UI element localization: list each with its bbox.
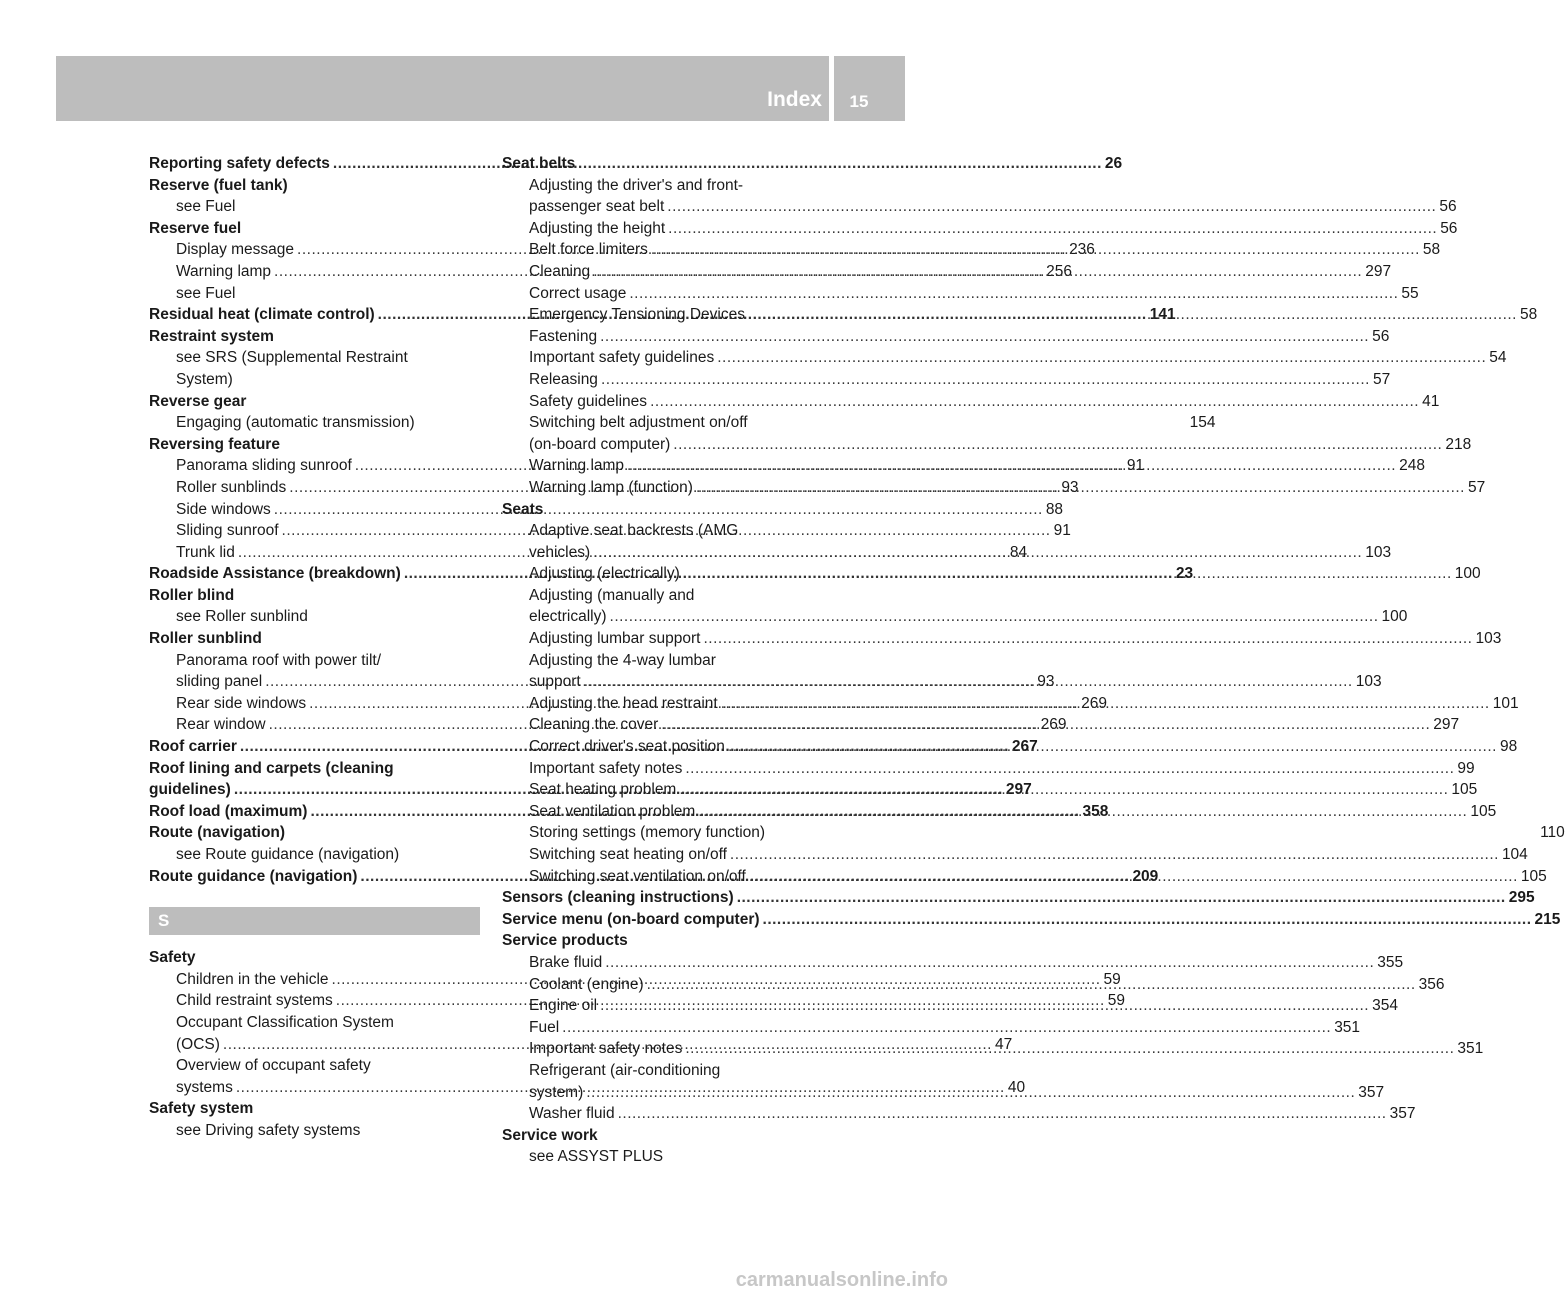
index-subentry [502, 606, 1408, 628]
entry-text: Roadside Assistance (breakdown) [149, 565, 401, 583]
entry-text: Roller sunblinds [176, 478, 287, 496]
index-entry [502, 930, 833, 952]
entry-text: Adjusting the driver's and front- [529, 176, 744, 194]
index-entry [502, 887, 1535, 909]
leader-dots [593, 261, 1362, 283]
entry-text: Restraint system [149, 327, 274, 345]
index-subentry [502, 369, 1391, 391]
index-subentry [149, 650, 480, 672]
index-subentry [149, 283, 480, 305]
index-subentry [502, 585, 833, 607]
page-ref: 355 [1377, 953, 1404, 971]
index-subentry [502, 391, 1440, 413]
leader-dots [647, 974, 1416, 996]
entry-text: passenger seat belt [529, 198, 665, 216]
index-subentry [502, 758, 1475, 780]
entry-text: Correct usage [529, 284, 627, 302]
entry-text: Cleaning [529, 262, 591, 280]
leader-dots [667, 196, 1436, 218]
page-ref: 141 [1149, 306, 1176, 324]
page-ref: 105 [1470, 802, 1497, 820]
index-subentry [149, 606, 480, 628]
entry-text: see SRS (Supplemental Restraint [176, 349, 408, 367]
entry-text: Reporting safety defects [149, 155, 330, 172]
page-ref: 356 [1418, 975, 1445, 993]
entry-text: Safety guidelines [529, 392, 648, 410]
index-subentry [502, 434, 1472, 456]
entry-text: guidelines) [149, 781, 231, 799]
page-ref: 101 [1492, 694, 1519, 712]
entry-text: Panorama sliding sunroof [176, 457, 352, 475]
entry-text: Service products [502, 932, 628, 950]
leader-dots [728, 736, 1497, 758]
page-ref: 297 [1005, 781, 1032, 799]
page-ref: 57 [1372, 370, 1391, 388]
index-entry [502, 499, 833, 521]
entry-text: Roller sunblind [149, 630, 262, 648]
leader-dots [748, 304, 1517, 326]
index-subentry [502, 1060, 833, 1082]
page-ref: 248 [1399, 457, 1425, 475]
index-subentry [502, 412, 833, 434]
page-ref: 354 [1372, 997, 1398, 1015]
leader-dots [721, 693, 1490, 715]
entry-text: Adjusting (electrically) [529, 565, 680, 583]
entry-text: Reserve (fuel tank) [149, 176, 288, 194]
entry-text: Child restraint systems [176, 992, 333, 1010]
entry-text: Trunk lid [176, 543, 235, 561]
entry-text: Engaging (automatic transmission) [176, 414, 415, 432]
index-subentry [149, 1120, 480, 1142]
page-ref: 99 [1457, 759, 1475, 777]
entry-text: Rear side windows [176, 694, 307, 712]
entry-text: vehicles) [529, 543, 591, 561]
leader-dots [584, 671, 1353, 693]
leader-dots [730, 844, 1499, 866]
entry-text: Coolant (engine) [529, 975, 644, 993]
leader-dots [651, 239, 1420, 261]
index-entry [149, 585, 480, 607]
entry-text: Service work [502, 1126, 598, 1144]
page-ref: 236 [1069, 241, 1095, 259]
page-ref: 26 [1104, 155, 1123, 172]
entry-text: Switching belt adjustment on/off [529, 414, 748, 432]
leader-dots [562, 1017, 1331, 1039]
page-ref: 269 [1081, 694, 1107, 712]
index-subentry [149, 196, 480, 218]
page-ref: 100 [1381, 608, 1408, 626]
entry-text: Seat belts [502, 155, 576, 172]
leader-dots [605, 952, 1374, 974]
entry-text: see Route guidance (navigation) [176, 846, 400, 863]
index-subentry [502, 175, 833, 197]
entry-text: Brake fluid [529, 953, 603, 971]
page-ref: 93 [1037, 673, 1055, 691]
index-entry [149, 822, 480, 844]
index-subentry [502, 1103, 1416, 1125]
leader-dots [629, 283, 1398, 305]
entry-text: (OCS) [176, 1035, 220, 1053]
entry-text: Reserve fuel [149, 219, 242, 237]
leader-dots [600, 326, 1369, 348]
entry-text: Engine oil [529, 997, 598, 1015]
entry-text: Cleaning the cover [529, 716, 659, 734]
index-subentry [502, 822, 1565, 844]
page-ref: 295 [1508, 889, 1535, 907]
page-ref: 269 [1040, 716, 1067, 734]
section-letter: S [149, 907, 480, 935]
entry-text: Adjusting the head restraint [529, 694, 718, 712]
entry-text: system) [529, 1083, 584, 1101]
page-ref: 267 [1011, 738, 1038, 756]
index-subentry [502, 844, 1528, 866]
index-subentry [149, 347, 480, 369]
entry-text: Route (navigation) [149, 824, 286, 842]
page-ref: 56 [1439, 198, 1457, 216]
page-ref: 256 [1046, 262, 1072, 280]
leader-dots [763, 909, 1532, 931]
index-entry [149, 326, 480, 348]
entry-text: Display message [176, 241, 295, 259]
entry-text: Emergency Tensioning Devices [529, 306, 745, 324]
leader-dots [650, 391, 1419, 413]
entry-text: see ASSYST PLUS [529, 1148, 664, 1166]
index-subentry [149, 369, 480, 391]
index-subentry [149, 1055, 480, 1077]
index-entry [149, 628, 480, 650]
index-subentry [149, 1012, 480, 1034]
entry-text: Correct driver's seat position [529, 738, 725, 756]
index-entry [149, 218, 480, 240]
entry-text: Adjusting the 4-way lumbar [529, 651, 716, 669]
index-entry [502, 153, 833, 175]
entry-text: Reverse gear [149, 392, 247, 410]
leader-dots [586, 1082, 1355, 1104]
page-ref: 209 [1132, 867, 1159, 885]
entry-text: see Roller sunblind [176, 608, 308, 626]
index-subentry [502, 952, 1404, 974]
index-entry [149, 391, 480, 413]
entry-text: Side windows [176, 500, 271, 518]
entry-text: Important safety guidelines [529, 349, 715, 367]
entry-text: Adjusting the height [529, 219, 666, 237]
index-subentry [502, 628, 1502, 650]
page-ref: 103 [1365, 543, 1392, 561]
page-ref: 91 [1126, 457, 1145, 475]
entry-text: Safety [149, 949, 196, 967]
index-entry [149, 175, 480, 197]
entry-text: Rear window [176, 716, 266, 734]
index-subentry [502, 283, 1419, 305]
index-entry [502, 1125, 833, 1147]
page-ref: 91 [1053, 522, 1071, 540]
entry-text: Route guidance (navigation) [149, 867, 358, 885]
entry-text: Roof carrier [149, 738, 237, 756]
index-entry [149, 1098, 480, 1120]
page-ref: 55 [1401, 284, 1419, 302]
index-subentry [502, 1017, 1361, 1039]
entry-text: Fuel [529, 1018, 560, 1036]
entry-text: support [529, 673, 581, 691]
entry-text: Adjusting (manually and [529, 586, 695, 604]
entry-text: electrically) [529, 608, 607, 626]
leader-dots [683, 563, 1452, 585]
page-ref: 47 [994, 1035, 1013, 1053]
entry-text: Warning lamp [176, 262, 272, 280]
page-ref: 351 [1457, 1040, 1484, 1058]
page-ref: 297 [1433, 716, 1460, 734]
entry-text: Adaptive seat backrests (AMG [529, 522, 739, 540]
entry-text: systems [176, 1078, 233, 1096]
leader-dots [618, 1103, 1387, 1125]
entry-text: Important safety notes [529, 759, 683, 777]
leader-dots [610, 606, 1379, 628]
entry-text: Releasing [529, 370, 598, 388]
leader-dots [749, 866, 1518, 888]
leader-dots [600, 995, 1369, 1017]
entry-text: (on-board computer) [529, 435, 671, 453]
page-ref: 358 [1082, 802, 1109, 820]
entry-text: see Fuel [176, 284, 236, 302]
page-ref: 41 [1422, 392, 1440, 410]
page-ref: 54 [1489, 349, 1507, 367]
entry-text: Safety system [149, 1100, 254, 1118]
leader-dots [717, 347, 1486, 369]
header-title: Index [767, 88, 822, 111]
entry-text: Seats [502, 500, 544, 518]
page-ref: 100 [1454, 565, 1481, 583]
page-ref: 105 [1451, 781, 1478, 799]
entry-text: Important safety notes [529, 1040, 683, 1058]
entry-text: Warning lamp [529, 457, 625, 475]
leader-dots [668, 218, 1437, 240]
entry-text: Refrigerant (air-conditioning [529, 1061, 721, 1079]
leader-dots [661, 714, 1430, 736]
entry-text: Residual heat (climate control) [149, 306, 375, 324]
page-ref: 56 [1372, 327, 1390, 345]
index-subentry [149, 844, 480, 866]
page-ref: 218 [1445, 435, 1472, 453]
index-entry [149, 434, 480, 456]
entry-text: Storing settings (memory function) [529, 824, 766, 842]
leader-dots [679, 779, 1448, 801]
page-ref: 357 [1389, 1105, 1416, 1123]
page-ref: 98 [1499, 738, 1518, 756]
entry-text: Sliding sunroof [176, 522, 279, 540]
page-ref: 105 [1520, 867, 1547, 885]
entry-text: Belt force limiters [529, 241, 648, 259]
index-subentry [502, 520, 833, 542]
page-ref: 103 [1355, 673, 1382, 691]
entry-text: Service menu (on-board computer) [502, 910, 760, 928]
index-subentry [502, 1146, 833, 1168]
page-ref: 110 [1540, 824, 1565, 842]
page-ref: 84 [1009, 543, 1028, 561]
page-ref: 154 [1189, 414, 1216, 432]
index-subentry [502, 218, 1458, 240]
entry-text: see Driving safety systems [176, 1121, 361, 1139]
entry-text: Seat heating problem [529, 781, 677, 799]
entry-text: Switching seat heating on/off [529, 846, 727, 863]
leader-dots [627, 455, 1396, 477]
entry-text: Roof lining and carpets (cleaning [149, 759, 394, 777]
entry-text: Roller blind [149, 586, 235, 604]
page-ref: 57 [1468, 478, 1486, 496]
watermark: carmanualsonline.info [735, 1269, 948, 1291]
index-entry [149, 758, 480, 780]
entry-text: Overview of occupant safety [176, 1057, 371, 1075]
leader-dots [685, 1038, 1454, 1060]
page-ref: 58 [1422, 241, 1441, 259]
page-number: 15 [849, 92, 869, 111]
page-ref: 58 [1520, 306, 1538, 324]
leader-dots [593, 542, 1362, 564]
entry-text: System) [176, 370, 233, 388]
entry-text: Reversing feature [149, 435, 280, 453]
page-ref: 40 [1007, 1078, 1026, 1096]
entry-text: Panorama roof with power tilt/ [176, 651, 382, 669]
leader-dots [685, 758, 1454, 780]
entry-text: Roof load (maximum) [149, 802, 308, 820]
page-ref: 23 [1175, 565, 1194, 583]
entry-text: Children in the vehicle [176, 970, 329, 988]
leader-dots [696, 477, 1465, 499]
index-subentry [502, 347, 1507, 369]
entry-text: sliding panel [176, 673, 263, 691]
entry-text: Seat ventilation problem [529, 802, 696, 820]
entry-text: Adjusting lumbar support [529, 630, 701, 648]
index-subentry [149, 1077, 1026, 1099]
index-subentry [502, 326, 1390, 348]
page-ref: 103 [1475, 630, 1502, 648]
entry-text: Fastening [529, 327, 598, 345]
entry-text: see Fuel [176, 198, 236, 216]
page-ref: 59 [1103, 970, 1121, 988]
index-subentry [502, 196, 1457, 218]
entry-text: Sensors (cleaning instructions) [502, 889, 734, 907]
entry-text: Warning lamp (function) [529, 478, 693, 496]
index-entry [149, 947, 480, 969]
page-ref: 59 [1107, 992, 1126, 1010]
entry-text: Occupant Classification System [176, 1013, 394, 1031]
page-ref: 297 [1365, 262, 1392, 280]
page-ref: 93 [1061, 478, 1079, 496]
leader-dots [737, 887, 1506, 909]
page-ref: 357 [1358, 1083, 1385, 1101]
page-ref: 56 [1440, 219, 1458, 237]
leader-dots [601, 369, 1370, 391]
leader-dots [673, 434, 1442, 456]
entry-text: Washer fluid [529, 1105, 615, 1123]
leader-dots [698, 801, 1467, 823]
index-subentry [502, 650, 833, 672]
page-ref: 351 [1334, 1018, 1361, 1036]
leader-dots [703, 628, 1472, 650]
index-entry [502, 909, 1561, 931]
page-ref: 88 [1045, 500, 1064, 518]
page-ref: 215 [1534, 910, 1561, 928]
entry-text: Switching seat ventilation on/off [529, 867, 746, 885]
page-ref: 104 [1501, 846, 1528, 863]
